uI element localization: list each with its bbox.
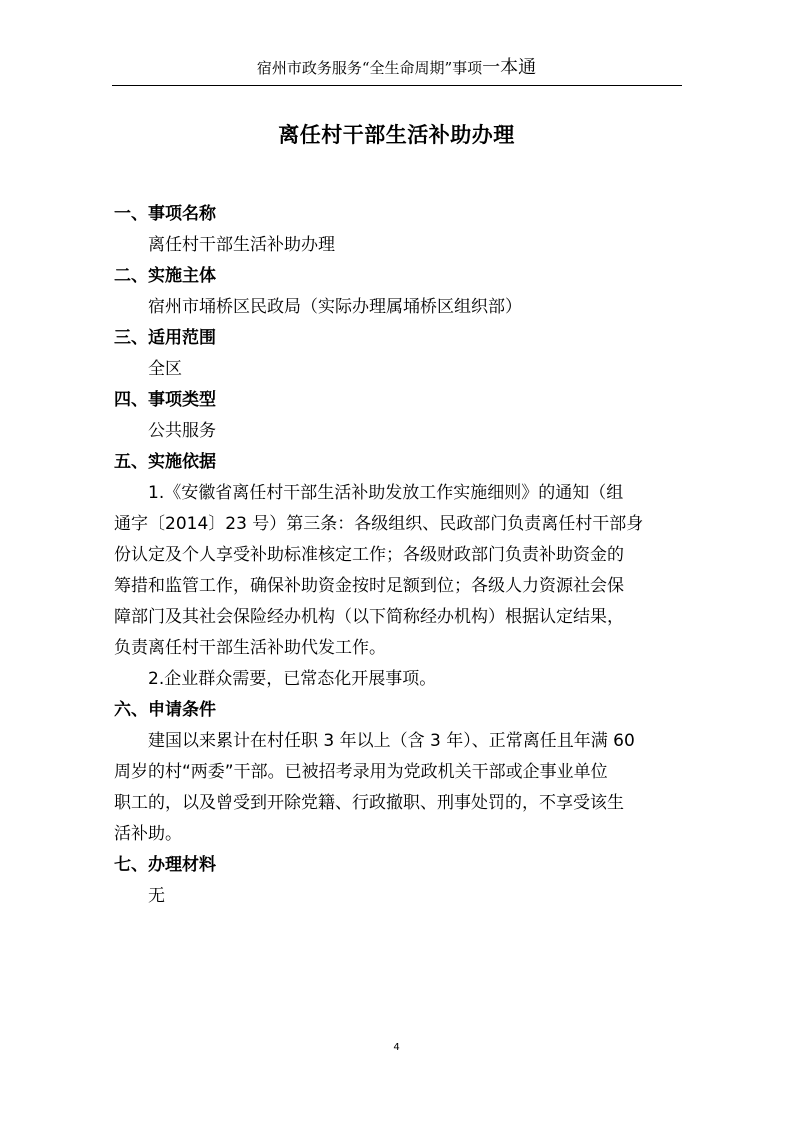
running-header <box>0 58 793 78</box>
section-heading-scope: 三、适用范围 <box>114 328 216 348</box>
paragraph-line: 负责离任村干部生活补助代发工作。 <box>114 638 386 658</box>
paragraph-line: 公共服务 <box>148 421 216 441</box>
paragraph-line: 周岁的村“两委”干部。已被招考录用为党政机关干部或企事业单位 <box>114 762 608 782</box>
paragraph-line: 活补助。 <box>114 824 182 844</box>
section-heading-implementing-body: 二、实施主体 <box>114 266 216 286</box>
document-body <box>114 199 686 912</box>
paragraph-line: 通字〔2014〕23 号）第三条：各级组织、民政部门负责离任村干部身 <box>114 514 644 534</box>
running-header-text-large: 一本通 <box>482 57 537 78</box>
paragraph-line: 全区 <box>148 359 182 379</box>
running-header-text: 宿州市政务服务“全生命周期”事项 <box>256 59 483 77</box>
section-heading-item-name: 一、事项名称 <box>114 204 216 224</box>
paragraph-line: 无 <box>148 886 165 906</box>
section-heading-item-type: 四、事项类型 <box>114 390 216 410</box>
document-title: 离任村干部生活补助办理 <box>278 123 515 147</box>
paragraph-line: 1.《安徽省离任村干部生活补助发放工作实施细则》的通知（组 <box>148 483 624 503</box>
paragraph-line: 筹措和监管工作，确保补助资金按时足额到位；各级人力资源社会保 <box>114 576 624 596</box>
section-heading-materials: 七、办理材料 <box>114 855 216 875</box>
paragraph-line: 障部门及其社会保险经办机构（以下简称经办机构）根据认定结果， <box>114 607 624 627</box>
header-rule <box>112 85 682 86</box>
section-heading-eligibility: 六、申请条件 <box>114 700 216 720</box>
paragraph-line: 建国以来累计在村任职 3 年以上（含 3 年）、正常离任且年满 60 <box>148 731 635 751</box>
paragraph-line: 离任村干部生活补助办理 <box>148 235 335 255</box>
paragraph-line: 份认定及个人享受补助标准核定工作；各级财政部门负责补助资金的 <box>114 545 624 565</box>
page-number: 4 <box>393 1042 400 1053</box>
paragraph-line: 2.企业群众需要，已常态化开展事项。 <box>148 669 437 689</box>
section-heading-legal-basis: 五、实施依据 <box>114 452 216 472</box>
paragraph-line: 宿州市埇桥区民政局（实际办理属埇桥区组织部） <box>148 297 522 317</box>
paragraph-line: 职工的，以及曾受到开除党籍、行政撤职、刑事处罚的，不享受该生 <box>114 793 624 813</box>
